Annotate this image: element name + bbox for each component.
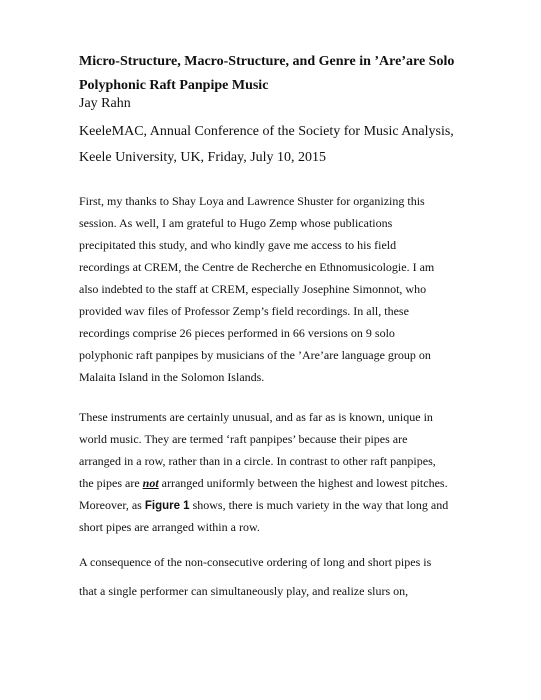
figure-reference: Figure 1 — [144, 500, 190, 512]
text-line: Malaita Island in the Solomon Islands. — [79, 370, 265, 384]
author-name: Jay Rahn — [79, 96, 131, 111]
document-title — [79, 50, 499, 98]
text-line: world music. They are termed ‘raft panpipes’ because their pipes are — [79, 432, 408, 446]
conference-line-1: KeeleMAC, Annual Conference of the Society for Music Analysis, — [79, 124, 454, 139]
paragraph-instruments — [79, 406, 499, 538]
text-line: precipitated this study, and who kindly gave me access to his field — [79, 238, 397, 252]
text-line — [79, 494, 499, 516]
text-run: the pipes are — [79, 476, 143, 490]
text-line: recordings at CREM, the Centre de Recherche en Ethnomusicologie. I am — [79, 260, 435, 274]
text-line: session. As well, I am grateful to Hugo Zemp whose publications — [79, 216, 393, 230]
text-run: Moreover, as — [79, 498, 145, 512]
title-line-2: Polyphonic Raft Panpipe Music — [79, 78, 269, 93]
conference-line-2: Keele University, UK, Friday, July 10, 2015 — [79, 150, 327, 165]
text-line: that a single performer can simultaneously play, and realize slurs on, — [79, 584, 409, 598]
title-line-1: Micro-Structure, Macro-Structure, and Genre in ’Are’are Solo — [79, 54, 455, 69]
text-line: also indebted to the staff at CREM, especially Josephine Simonnot, who — [79, 282, 427, 296]
text-line: polyphonic raft panpipes by musicians of the ’Are’are language group on — [79, 348, 431, 362]
text-line — [79, 472, 499, 494]
text-run: arranged uniformly between the highest and lowest pitches. — [158, 476, 448, 490]
text-line: A consequence of the non-consecutive ordering of long and short pipes is — [79, 555, 432, 569]
text-line: recordings comprise 26 pieces performed in 66 versions on 9 solo — [79, 326, 395, 340]
text-line: These instruments are certainly unusual, and as far as is known, unique in — [79, 410, 433, 424]
text-line: provided wav files of Professor Zemp’s field recordings. In all, these — [79, 304, 409, 318]
emphasized-not: not — [142, 476, 159, 490]
paragraph-consequence — [79, 548, 499, 606]
text-line: First, my thanks to Shay Loya and Lawrence Shuster for organizing this — [79, 194, 425, 208]
text-line: arranged in a row, rather than in a circle. In contrast to other raft panpipes, — [79, 454, 436, 468]
text-line: short pipes are arranged within a row. — [79, 520, 260, 534]
text-run: shows, there is much variety in the way that long and — [189, 498, 449, 512]
paragraph-acknowledgements — [79, 190, 499, 388]
